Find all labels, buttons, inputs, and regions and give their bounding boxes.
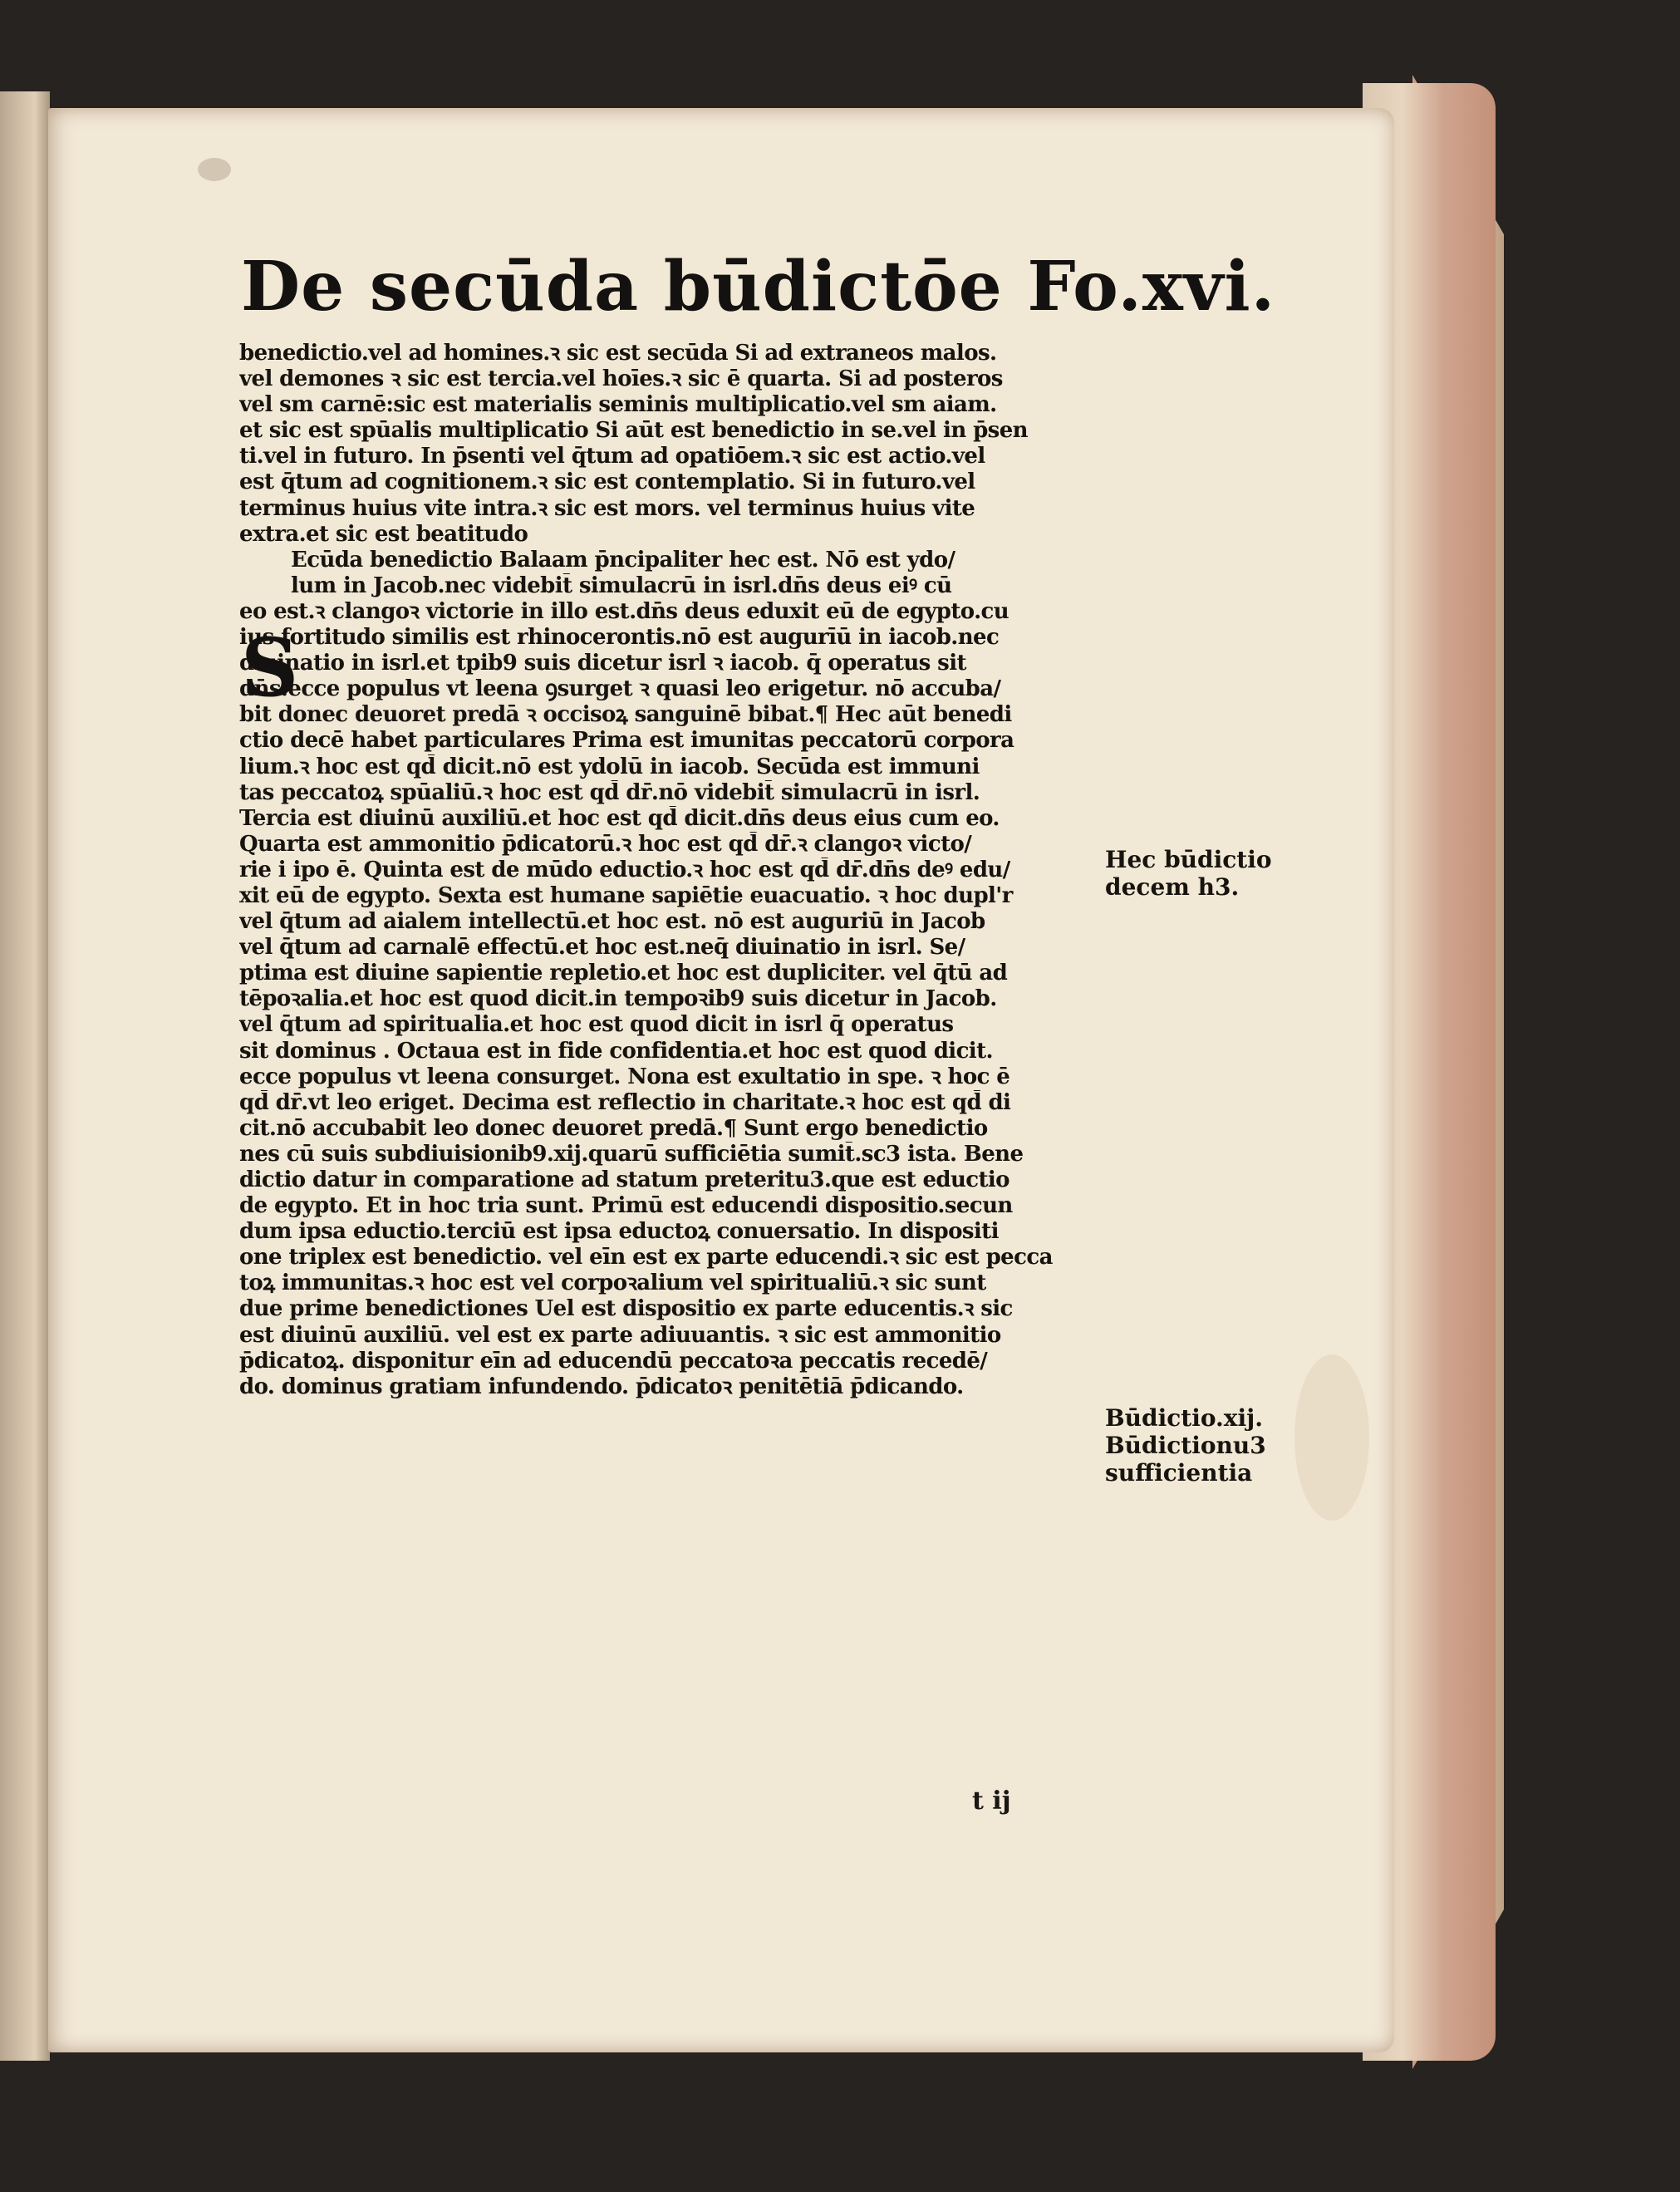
body-line: nes cū suis subdiuisionib9.xij.quarū sufficiētia sumit̄.sc3 ista. Bene xyxy=(239,1141,1024,1167)
body-line: rie i ipo ē. Quinta est de mūdo eductio.ꝛ hoc est qd̄ dr̄.dn̄s deꝰ edu/ xyxy=(239,857,1010,882)
body-line: vel sm carnē:sic est materialis seminis multiplicatio.vel sm aiam. xyxy=(239,392,997,418)
body-line: ctio decē habet particulares Prima est imunitas peccatorū corpora xyxy=(239,728,1014,754)
margin-note-line: decem h3. xyxy=(1105,873,1240,901)
body-line: Ecūda benedictio Balaam p̄ncipaliter hec est. Nō est ydo/ xyxy=(291,547,955,573)
body-line: qd̄ dr̄.vt leo eriget. Decima est reflectio in charitate.ꝛ hoc est qd̄ di xyxy=(239,1089,1011,1115)
body-line: due prime benedictiones Uel est dispositio ex parte educentis.ꝛ sic xyxy=(239,1296,1013,1322)
facing-page-edge xyxy=(0,91,50,2061)
body-line: vel q̄tum ad spiritualia.et hoc est quod dicit in isrl q̄ operatus xyxy=(239,1012,954,1038)
body-line: ptima est diuine sapientie repletio.et hoc est dupliciter. vel q̄tū ad xyxy=(239,961,1008,986)
running-head: De secūda būdictōe Fo.xvi. xyxy=(241,247,1276,327)
body-line: Tercia est diuinū auxiliū.et hoc est qd̄ dicit.dn̄s deus eius cum eo. xyxy=(239,805,1000,831)
margin-note-line: Būdictionu3 xyxy=(1105,1432,1266,1459)
margin-note xyxy=(1105,846,1272,901)
body-line: eo est.ꝛ clangoꝛ victorie in illo est.dn̄s deus eduxit eū de egypto.cu xyxy=(239,598,1009,624)
body-line: terminus huius vite intra.ꝛ sic est mors. vel terminus huius vite xyxy=(239,495,975,521)
margin-note-line: sufficientia xyxy=(1105,1459,1253,1487)
body-line: de egypto. Et in hoc tria sunt. Primū est educendi dispositio.secun xyxy=(239,1193,1013,1219)
body-line: dictio datur in comparatione ad statum preteritu3.que est eductio xyxy=(239,1167,1009,1192)
margin-note xyxy=(1105,1404,1266,1487)
body-line: est q̄tum ad cognitionem.ꝛ sic est contemplatio. Si in futuro.vel xyxy=(239,469,975,495)
drop-cap: S xyxy=(241,621,299,715)
body-line: vel q̄tum ad aialem intellectū.et hoc est. nō est auguriū in Jacob xyxy=(239,909,985,935)
body-line: Quarta est ammonitio p̄dicatorū.ꝛ hoc est qd̄ dr̄.ꝛ clangoꝛ victo/ xyxy=(239,831,972,857)
paper-stain xyxy=(1294,1354,1369,1521)
body-line: bit donec deuoret predā ꝛ occisoꝝ sanguinē bibat.¶ Hec aūt benedi xyxy=(239,702,1012,728)
body-line: toꝝ immunitas.ꝛ hoc est vel corpoꝛalium vel spiritualiū.ꝛ sic sunt xyxy=(239,1270,986,1296)
body-line: p̄dicatoꝝ. disponitur eīn ad educendū peccatoꝛa peccatis recedē/ xyxy=(239,1348,988,1374)
margin-note-line: Būdictio.xij. xyxy=(1105,1404,1263,1432)
body-line: cit.nō accubabit leo donec deuoret predā.¶ Sunt ergo benedictio xyxy=(239,1115,988,1141)
body-line: ecce populus vt leena consurget. Nona est exultatio in spe. ꝛ hoc ē xyxy=(239,1064,1010,1089)
body-line: vel q̄tum ad carnalē effectū.et hoc est.neq̄ diuinatio in isrl. Se/ xyxy=(239,935,965,961)
body-line: ti.vel in futuro. In p̄senti vel q̄tum ad opatiōem.ꝛ sic est actio.vel xyxy=(239,444,985,469)
body-line: vel demones ꝛ sic est tercia.vel hoīes.ꝛ sic ē quarta. Si ad posteros xyxy=(239,366,1003,392)
body-line: lum in Jacob.nec videbit̄ simulacrū in isrl.dn̄s deus eiꝰ cū xyxy=(291,573,952,598)
body-line: est diuinū auxiliū. vel est ex parte adiuuantis. ꝛ sic est ammonitio xyxy=(239,1322,1001,1348)
body-line: sit dominus . Octaua est in fide confidentia.et hoc est quod dicit. xyxy=(239,1038,993,1064)
paper-stain xyxy=(198,158,231,181)
body-line: diuinatio in isrl.et tpib9 suis dicetur isrl ꝛ iacob. q̄ operatus sit xyxy=(239,651,966,676)
body-line: xit eū de egypto. Sexta est humane sapiētie euacuatio. ꝛ hoc dupl'r xyxy=(239,882,1013,908)
body-line: dum ipsa eductio.terciū est ipsa eductoꝝ conuersatio. In dispositi xyxy=(239,1219,999,1245)
body-line: one triplex est benedictio. vel eīn est ex parte educendi.ꝛ sic est pecca xyxy=(239,1245,1053,1270)
signature-mark: t ij xyxy=(972,1787,1011,1816)
body-line: extra.et sic est beatitudo xyxy=(239,521,528,547)
body-text xyxy=(239,341,1103,1400)
body-line: benedictio.vel ad homines.ꝛ sic est secūda Si ad extraneos malos. xyxy=(239,341,997,366)
margin-note-line: Hec būdictio xyxy=(1105,846,1272,873)
body-line: tēpoꝛalia.et hoc est quod dicit.in tempoꝛib9 suis dicetur in Jacob. xyxy=(239,986,997,1012)
body-line: ius fortitudo similis est rhinocerontis.nō est augurīū in iacob.nec xyxy=(239,625,1000,651)
body-line: do. dominus gratiam infundendo. p̄dicatoꝛ penitētiā p̄dicando. xyxy=(239,1374,964,1399)
body-line: lium.ꝛ hoc est qd̄ dicit.nō est ydolū in iacob. Secūda est immuni xyxy=(239,754,980,779)
body-line: tas peccatoꝝ spūaliū.ꝛ hoc est qd̄ dr̄.nō videbit̄ simulacrū in isrl. xyxy=(239,779,980,805)
body-line: dn̄s.ecce populus vt leena ꝯsurget ꝛ quasi leo erigetur. nō accuba/ xyxy=(239,676,1001,702)
body-line: et sic est spūalis multiplicatio Si aūt est benedictio in se.vel in p̄sen xyxy=(239,418,1028,444)
